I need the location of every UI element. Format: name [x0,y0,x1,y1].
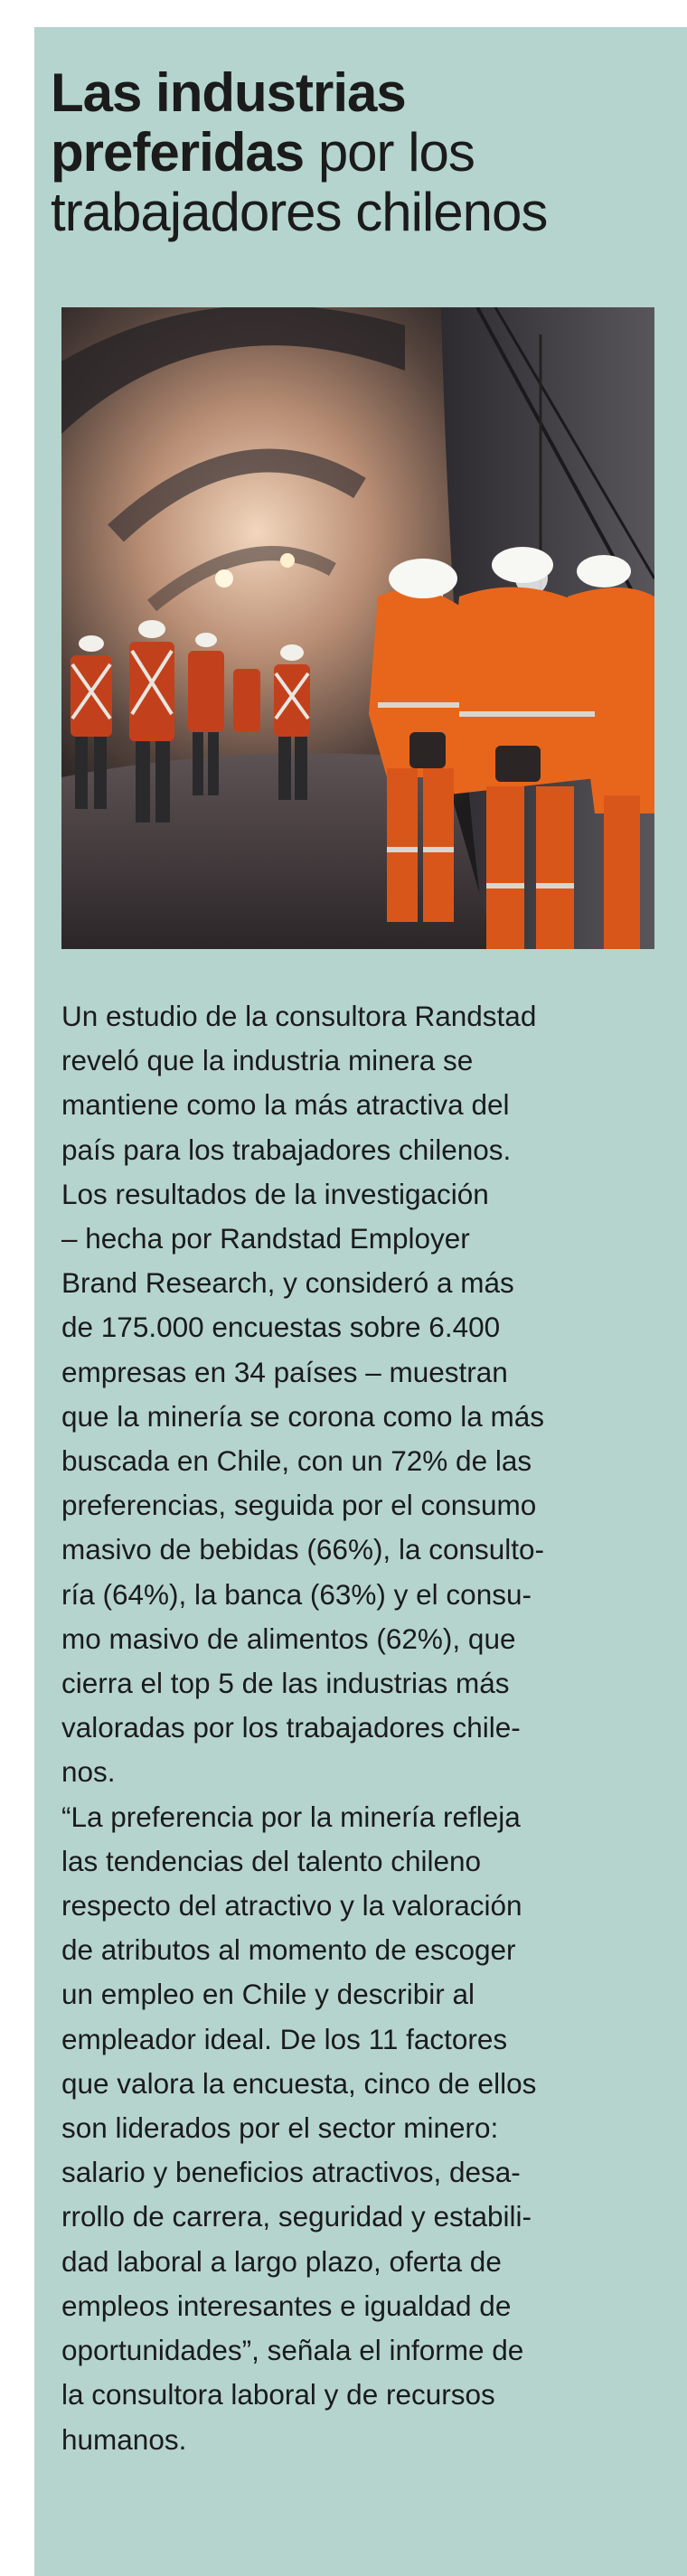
article-paragraph-1: Un estudio de la consultora Randstad reveló que la industria minera se mantiene como la más atractiva del país para los trabajadores chilenos. Los resultados de la investigación – hecha por Randstad Employer Brand Research, y consideró a más de 175.000 encuestas sobre 6.400 empresas en 34 países – muestran que la minería se corona como la más buscada en Chile, con un 72% de las preferencias, seguida por el consumo masivo de bebidas (66%), la consulto- ría (64%), la banca (63%) y el consu- mo masivo de alimentos (62%), que cierra el top 5 de las industrias más valoradas por los trabajadores chile- nos. [61,1000,545,1789]
headline-light: por los trabajadores chilenos [51,122,548,242]
mining-tunnel-photo [61,307,654,949]
headline [51,63,665,242]
article-paragraph-2: “La preferencia por la minería refleja las tendencias del talento chileno respecto del atractivo y la valoración de atributos al momento de escoger un empleo en Chile y describir al empleador ideal. De los 11 factores que valora la encuesta, cinco de ellos son liderados por el sector minero: salario y beneficios atractivos, desa- rrollo de carrera, seguridad y estabili- dad laboral a largo plazo, oferta de empleos interesantes e igualdad de oportunidades”, señala el informe de la consultora laboral y de recursos humanos. [61,1800,537,2456]
headline-bold: Las industrias preferidas [51,62,406,183]
article-body [61,994,649,2462]
